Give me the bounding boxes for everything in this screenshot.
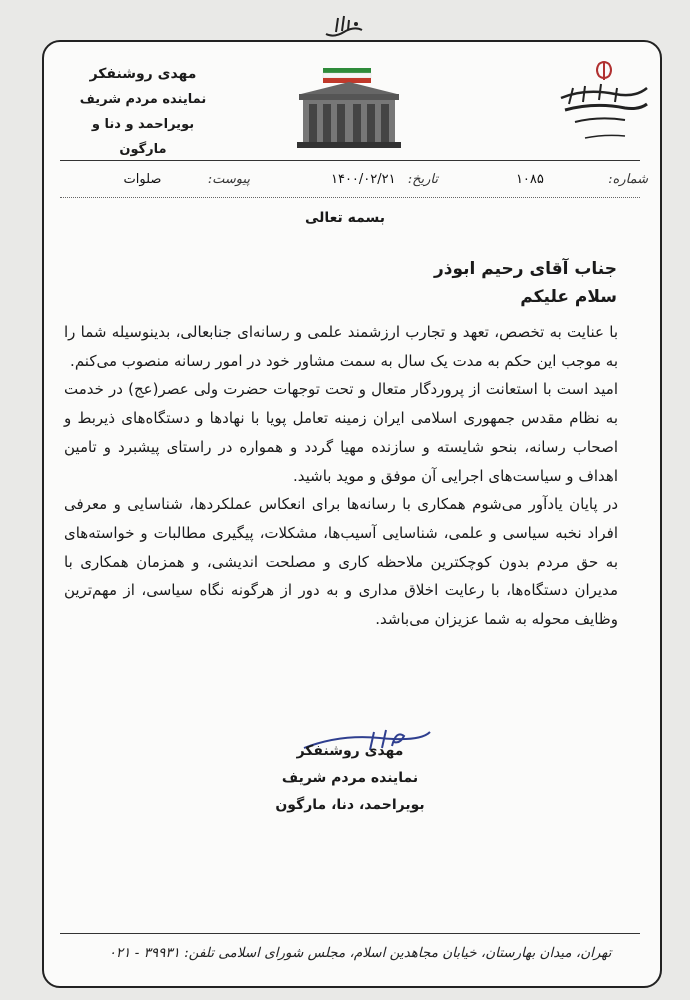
majlis-emblem-icon	[555, 58, 653, 150]
footer-divider	[60, 933, 640, 934]
letter-title: بسمه تعالی	[304, 210, 386, 226]
letter-attachment	[124, 172, 251, 187]
body-paragraph: در پایان یادآور می‌شوم همکاری با رسانه‌ها برای انعکاس عملکردها، شناسایی و معرفی افراد نخبه سیاسی و علمی، شناسایی آسیب‌ها، مشکلات، پیگیری مطالبات و خواسته‌های به حق مردم بدون کوچکترین ملاحظه کاری و مصلحت اندیشی، و همزمان همکاری با مدیران دستگاه‌ها، با رعایت اخلاق مداری و به دور از هرگونه نگاه سیاسی، از مهم‌ترین وظایف محوله به شما عزیزان می‌باشد.	[64, 495, 618, 629]
number-label: شماره:	[608, 172, 648, 187]
meta-divider	[60, 197, 640, 198]
footer-address: تهران، میدان بهارستان، خیابان مجاهدین اسلام، مجلس شورای اسلامی تلفن: ۳۹۹۳۱ - ۰۲۱	[108, 945, 612, 961]
bismillah-calligraphy-icon	[322, 12, 368, 42]
sender-constituency: بویراحمد و دنا و مارگون	[91, 117, 195, 157]
letter-body	[64, 318, 618, 634]
sender-header	[68, 62, 218, 162]
attachment-value: صلوات	[123, 172, 162, 187]
attachment-label: پیوست:	[207, 172, 250, 187]
header-divider	[60, 160, 640, 161]
signer-constituency: بویراحمد، دنا، مارگون	[275, 797, 425, 813]
number-value: ۱۰۸۵	[515, 172, 544, 187]
body-paragraph: امید است با استعانت از پروردگار متعال و تحت توجهات حضرت ولی عصر(عج) در خدمت به نظام مقدس جمهوری اسلامی ایران زمینه تعامل پویا با نهادها و دستگاه‌های ذیربط و اصحاب رسانه، بنحو شایسته و سازنده مهیا گردد و همواره در راستای پیشبرد و تامین اهداف و سیاست‌های اجرایی آن موفق و موید باشید.	[64, 380, 618, 485]
date-value: ۱۴۰۰/۰۲/۲۱	[330, 172, 396, 187]
date-label: تاریخ:	[407, 172, 438, 187]
letter-greeting: سلام علیکم	[520, 287, 617, 307]
signature-block	[270, 738, 430, 819]
body-paragraph: با عنایت به تخصص، تعهد و تجارب ارزشمند علمی و رسانه‌ای جنابعالی، بدینوسیله شما را به موجب این حکم به مدت یک سال به سمت مشاور خود در امور رسانه منصوب می‌کنم.	[64, 323, 618, 370]
parliament-building-icon	[293, 60, 405, 150]
letter-recipient: جناب آقای رحیم ابوذر	[433, 259, 617, 279]
sender-name: مهدی روشنفکر	[89, 66, 197, 82]
signer-name: مهدی روشنفکر	[296, 743, 404, 759]
letter-date	[331, 172, 438, 187]
signer-role: نماینده مردم شریف	[281, 770, 419, 786]
letter-number	[516, 172, 648, 187]
sender-role: نماینده مردم شریف	[79, 92, 207, 107]
